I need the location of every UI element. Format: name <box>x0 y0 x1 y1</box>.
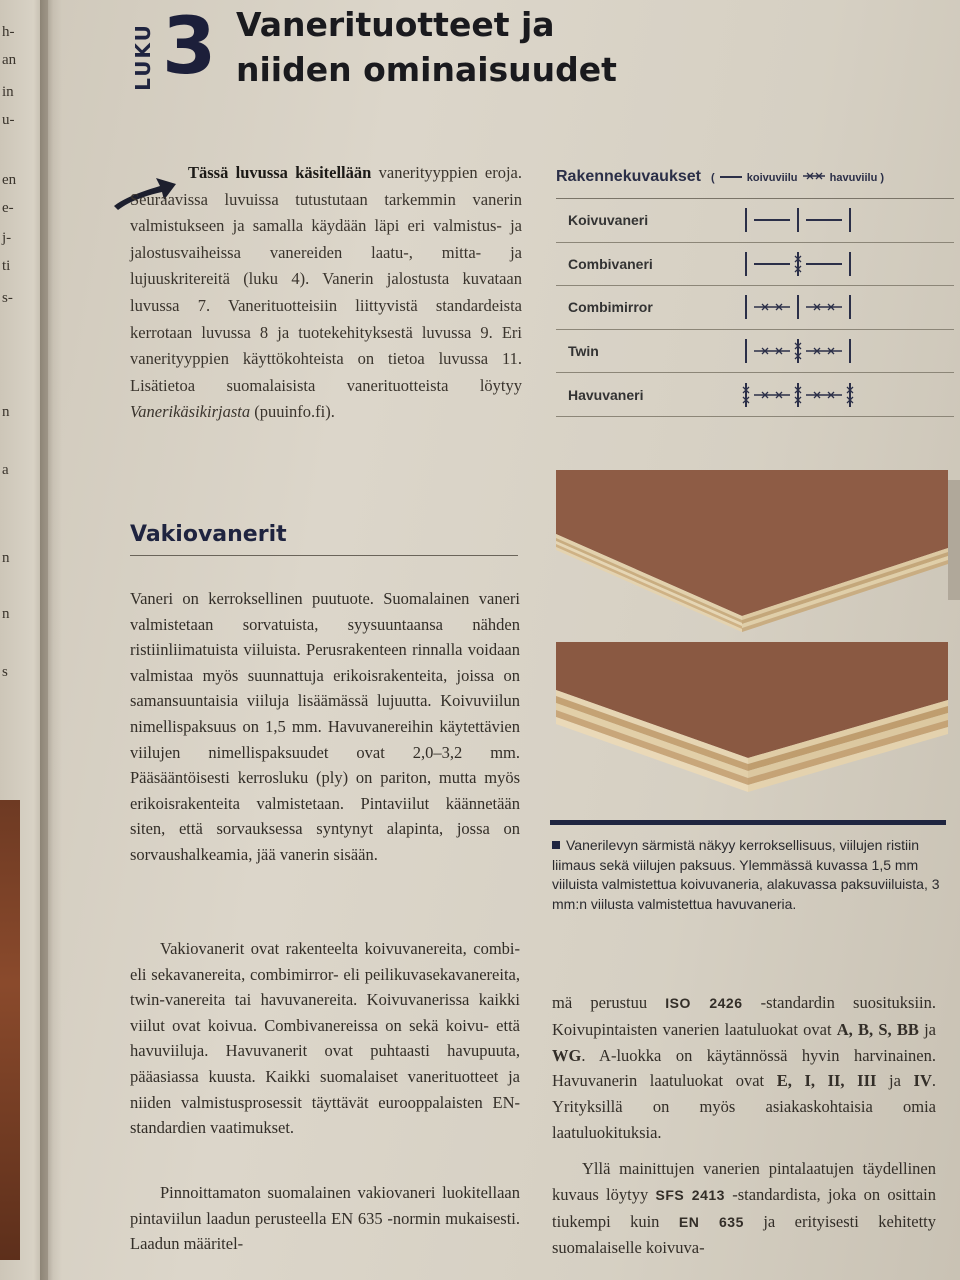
structure-row-name: Combivaneri <box>568 255 653 272</box>
facing-page-photo <box>0 800 20 1260</box>
body-paragraph-4: mä perustuu ISO 2426 -standardin suosituksiin. Koivupintaisten vanerien laatuluokat ovat A, B, S, BB ja WG. A-luokka on käytännössä hyvin harvinainen. Havuvanerin laatuluokat ovat E, I, II, III ja IV. Yrityksillä on myös asiakaskohtaisia omia laatuluokituksia. <box>552 993 937 1142</box>
body-paragraph-1: Vaneri on kerroksellinen puutuote. Suomalainen vaneri valmistetaan sorvatuista, syysuuntaansa nähden ristiinliimatuista viiluista. Perusrakenteen rinnalla voidaan valmistaa myös suunnattuja erikoisrakenteita, joissa on samansuuntaisia viiluja lisäämässä lujuutta. Koivuviilun nimellispaksuus on 1,5 mm. Havuvanereihin käytettävien viilujen nimellispaksuudet ovat 2,0–3,2 mm. Pääsääntöisesti kerrosluku (ply) on pariton, mutta myös erikoisrakenteita valmistetaan. Pintaviilut käännetään siten, että sorvauksessa syntynyt alapinta, jossa on sorvaushalkeamia, jää vanerin sisään. <box>130 589 520 864</box>
legend-softwood: havuviilu <box>829 172 878 184</box>
softwood-plywood-image <box>552 640 950 810</box>
structure-legend: ( koivuviilu havuviilu ) <box>710 172 885 184</box>
chapter-title-line2: niiden ominaisuudet <box>236 50 617 89</box>
body-paragraph-3: Pinnoittamaton suomalainen vakiovaneri luokitellaan pintaviilun laadun perusteella EN 635 -normin mukaisesti. Laadun määritel- <box>130 1183 520 1254</box>
veneer-layer-diagram-icon <box>738 380 868 410</box>
chapter-number: 3 <box>162 2 217 92</box>
facing-page-fragment: a <box>2 462 9 478</box>
sfs-standard: SFS 2413 <box>655 1186 725 1203</box>
structure-row <box>556 373 954 417</box>
facing-page-fragment: n <box>2 550 10 566</box>
chapter-title-line1: Vanerituotteet ja <box>236 5 555 44</box>
softwood-veneer-line-icon <box>801 171 827 181</box>
facing-page-fragment: h- <box>2 24 15 40</box>
softwood-grades: E, I, II, III <box>776 1071 877 1091</box>
facing-page-fragment: j- <box>2 230 12 246</box>
structure-row <box>556 330 954 374</box>
veneer-layer-diagram-icon <box>738 336 868 366</box>
chapter-title <box>236 2 716 92</box>
caption-text: Vanerilevyn särmistä näkyy kerroksellisuus, viilujen ristiin liimaus sekä viilujen paksuus. Ylemmässä kuvassa 1,5 mm viiluista valmistettua koivuvaneria, alakuvassa paksuviiluista, 3 mm:n viilusta valmistettua havuvaneria. <box>552 837 940 912</box>
facing-page-fragment: e- <box>2 200 14 216</box>
section-heading: Vakiovanerit <box>130 522 518 556</box>
body-paragraph-5: Yllä mainittujen vanerien pintalaatujen täydellinen kuvaus löytyy SFS 2413 -standardista, joka on osittain tiukempi kuin EN 635 ja erityisesti kehitetty suomalaiselle koivuva- <box>552 1159 937 1258</box>
birch-plywood-image <box>552 468 950 648</box>
body-paragraph-2: Vakiovanerit ovat rakenteelta koivuvanereita, combi- eli sekavanereita, combimirror- eli peilikuvasekavanereita, twin-vanereita tai havuvanereita. Koivuvanerissa kaikki viilut ovat koivua. Combivanereissa on sekä koivu- että havuviiluja. Havuvanerit ovat puhtaasti havupuuta, pääasiassa kuusta. Kaikki suomalaiset vanerituotteet ja niiden valmistusprosessit täyttävät eurooppalaisten EN-standardien vaatimukset. <box>130 939 520 1138</box>
iso-standard: ISO 2426 <box>665 995 743 1011</box>
structure-row-name: Havuvaneri <box>568 386 644 403</box>
facing-page-fragment: in <box>2 84 14 100</box>
structure-row <box>556 243 954 287</box>
facing-page-fragment: en <box>2 172 17 188</box>
structure-table <box>556 168 954 417</box>
facing-page-fragment: s <box>2 664 8 680</box>
veneer-layer-diagram-icon <box>738 292 868 322</box>
structure-table-header <box>556 168 954 199</box>
structure-row-name: Koivuvaneri <box>568 212 649 229</box>
facing-page-fragment: ti <box>2 258 11 274</box>
structure-row-name: Twin <box>568 343 599 360</box>
facing-page-fragment: s- <box>2 290 13 306</box>
birch-grade-wg: WG <box>552 1045 582 1065</box>
legend-birch: koivuviilu <box>746 172 798 184</box>
caption-bullet-icon <box>552 841 560 849</box>
intro-lead: Tässä luvussa käsitellään <box>188 163 372 182</box>
facing-page-fragment: n <box>2 606 10 622</box>
facing-page-fragment: n <box>2 404 10 420</box>
figure-caption <box>552 836 948 914</box>
en-standard: EN 635 <box>678 1213 744 1230</box>
caption-rule <box>550 820 946 825</box>
facing-page-fragment: u- <box>2 112 15 128</box>
facing-page-fragment: an <box>2 52 17 68</box>
softwood-grade-iv: IV <box>913 1071 932 1091</box>
veneer-layer-diagram-icon <box>738 249 868 279</box>
chapter-label <box>128 16 158 98</box>
birch-grades: A, B, S, BB <box>836 1019 919 1039</box>
structure-row <box>556 286 954 330</box>
intro-text-end: (puuinfo.fi). <box>250 402 335 422</box>
intro-paragraph <box>130 160 522 426</box>
structure-row-name: Combimirror <box>568 299 653 316</box>
structure-table-title: Rakennekuvaukset <box>556 168 701 185</box>
structure-row <box>556 199 954 243</box>
chapter-label-text: LUKU <box>131 23 156 91</box>
birch-veneer-line-icon <box>718 173 744 181</box>
intro-text: vanerityyppien eroja. Seuraavissa luvuissa tutustutaan tarkemmin vanerin valmistukseen ja samalla käydään läpi eri valmistus- ja jalostusvaiheissa vanereiden laatu-, mitta- ja lujuuskritereitä (luku 4). Vanerin jalostusta kuvataan luvussa 7. Vanerituotteisiin liittyvistä standardeista kerrotaan luvussa 8 ja tuotekehityksestä luvussa 9. Eri vanerityyppien käyttökohteista on tietoa luvussa 11. Lisätietoa suomalaisista vanerituotteista löytyy <box>130 163 522 395</box>
book-gutter-shadow <box>40 0 62 1280</box>
intro-italic-reference: Vanerikäsikirjasta <box>130 402 251 422</box>
veneer-layer-diagram-icon <box>738 205 868 235</box>
